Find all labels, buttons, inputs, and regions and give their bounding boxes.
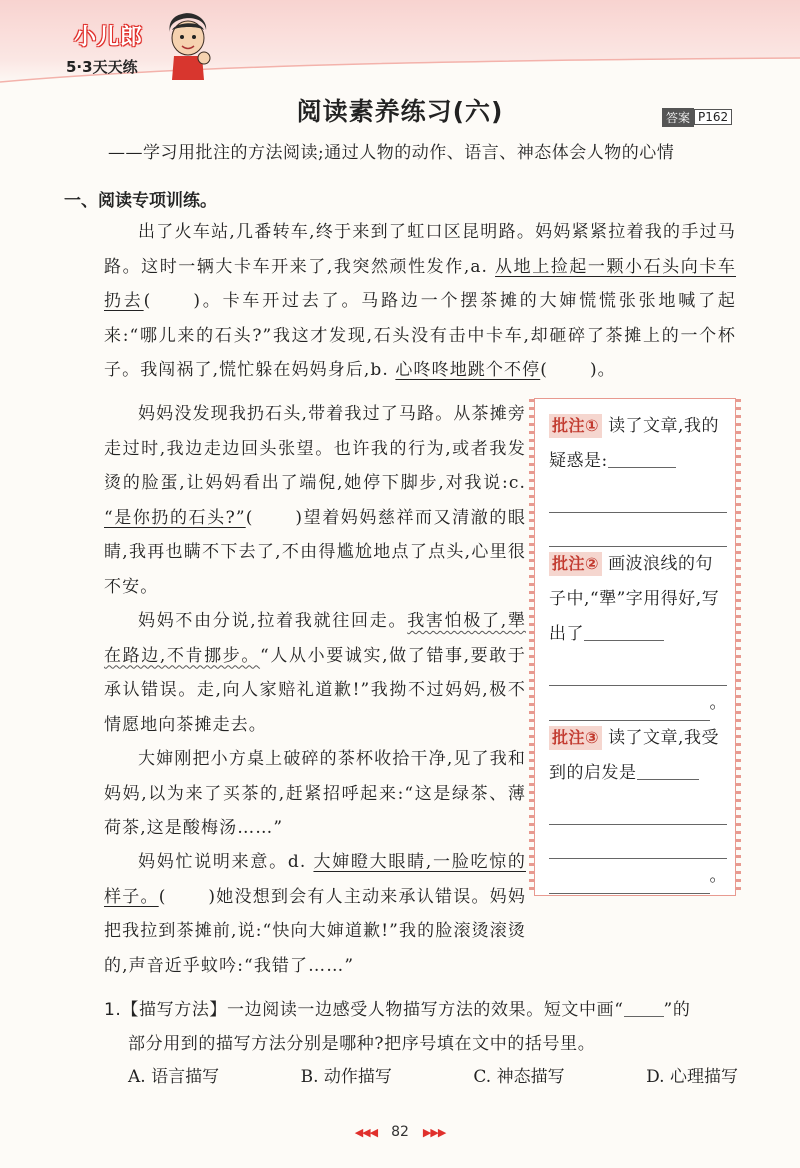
question-1: 1.【描写方法】一边阅读一边感受人物描写方法的效果。短文中画“ ”的 部分用到的描写方法分别是哪种?把序号填在文中的括号里。 (104, 993, 736, 1061)
question-tag: 【描写方法】 (121, 1000, 228, 1020)
wavy-underlined-sentence: 我害怕极了,犟在路边,不肯挪步。 (104, 611, 527, 666)
logo-title: 小儿郎 (74, 25, 144, 50)
underlined-sentence-a: 从地上捡起一颗小石头向卡车扔去 (104, 256, 736, 311)
answer-reference (662, 107, 732, 127)
annotation-2-label: 批注② (549, 552, 602, 576)
annotation-3-inline-line[interactable] (637, 758, 699, 780)
underline-sample (624, 995, 664, 1017)
annotation-1-answer-line[interactable] (549, 479, 727, 513)
annotation-2-answer-line[interactable] (549, 687, 710, 721)
page-title: 阅读素养练习(六) (296, 97, 504, 126)
annotation-3-answer-line[interactable] (549, 860, 710, 894)
passage-paragraph-2: 妈妈没发现我扔石头,带着我过了马路。从茶摊旁走过时,我边走边回头张望。也许我的行为,或者我发烫的脸蛋,让妈妈看出了端倪,她停下脚步,对我说:c. “是你扔的石头?”( )望着妈妈慈祥而又清澈的眼睛,我再也瞒不下去了,不由得尴尬地点了点头,心里很不安。 (104, 404, 526, 597)
option-d: D. 心理描写 (646, 1067, 738, 1087)
option-a: A. 语言描写 (128, 1067, 220, 1087)
annotation-2-inline-line[interactable] (584, 619, 664, 641)
right-arrows-icon: ▶▶▶ (422, 1126, 446, 1139)
annotation-2-answer-line[interactable] (549, 652, 727, 686)
page-number: 82 (391, 1124, 409, 1140)
page-subtitle: ——学习用批注的方法阅读;通过人物的动作、语言、神态体会人物的心情 (108, 143, 675, 163)
annotation-1: 批注① 读了文章,我的疑惑是: (549, 409, 727, 547)
underlined-sentence-b: 心咚咚地跳个不停 (395, 360, 541, 380)
section-heading: 一、阅读专项训练。 (64, 191, 217, 211)
annotation-1-inline-line[interactable] (608, 446, 676, 468)
annotation-1-answer-line[interactable] (549, 513, 727, 547)
option-c: C. 神态描写 (473, 1067, 565, 1087)
passage-paragraph-4: 大婶刚把小方桌上破碎的茶杯收拾干净,见了我和妈妈,以为来了买茶的,赶紧招呼起来:“这是绿茶、薄荷茶,这是酸梅汤……” (104, 749, 526, 838)
kid-mascot-icon (164, 10, 212, 80)
answer-options (128, 1062, 738, 1092)
annotation-3-answer-line[interactable] (549, 825, 727, 859)
annotation-3-label: 批注③ (549, 726, 602, 750)
answer-page: P162 (694, 109, 732, 125)
passage-paragraph-1: 出了火车站,几番转车,终于来到了虹口区昆明路。妈妈紧紧拉着我的手过马路。这时一辆大卡车开来了,我突然顽性发作,a. 从地上捡起一颗小石头向卡车扔去( )。卡车开过去了。马路边一个摆茶摊的大婶慌慌张张地喊了起来:“哪儿来的石头?”我这才发现,石头没有击中卡车,却砸碎了茶摊上的一个杯子。我闯祸了,慌忙躲在妈妈身后,b. 心咚咚地跳个不停( )。 (104, 222, 736, 380)
page-footer (0, 1124, 800, 1140)
annotation-box (534, 398, 736, 896)
underlined-sentence-d: 大婶瞪大眼睛,一脸吃惊的样子。 (104, 852, 526, 907)
passage-paragraph-5: 妈妈忙说明来意。d. 大婶瞪大眼睛,一脸吃惊的样子。( )她没想到会有人主动来承认错误。妈妈把我拉到茶摊前,说:“快向大婶道歉!”我的脸滚烫滚烫的,声音近乎蚊吟:“我错了……” (104, 852, 526, 976)
annotation-3: 批注③ 读了文章,我受到的启发是 。 (549, 721, 727, 894)
passage-paragraph-3: 妈妈不由分说,拉着我就往回走。我害怕极了,犟在路边,不肯挪步。“人从小要诚实,做了错事,要敢于承认错误。走,向人家赔礼道歉!”我拗不过妈妈,极不情愿地向茶摊走去。 (104, 611, 527, 735)
annotation-1-label: 批注① (549, 414, 602, 438)
brand-logo (62, 18, 212, 88)
annotation-3-answer-line[interactable] (549, 791, 727, 825)
question-number: 1. (104, 1000, 122, 1020)
logo-subtitle: 5·3天天练 (66, 58, 138, 76)
annotation-2: 批注② 画波浪线的句子中,“犟”字用得好,写出了 。 (549, 547, 727, 721)
left-arrows-icon: ◀◀◀ (354, 1126, 378, 1139)
answer-label: 答案 (662, 108, 694, 127)
option-b: B. 动作描写 (300, 1067, 392, 1087)
underlined-sentence-c: “是你扔的石头?” (104, 507, 246, 528)
